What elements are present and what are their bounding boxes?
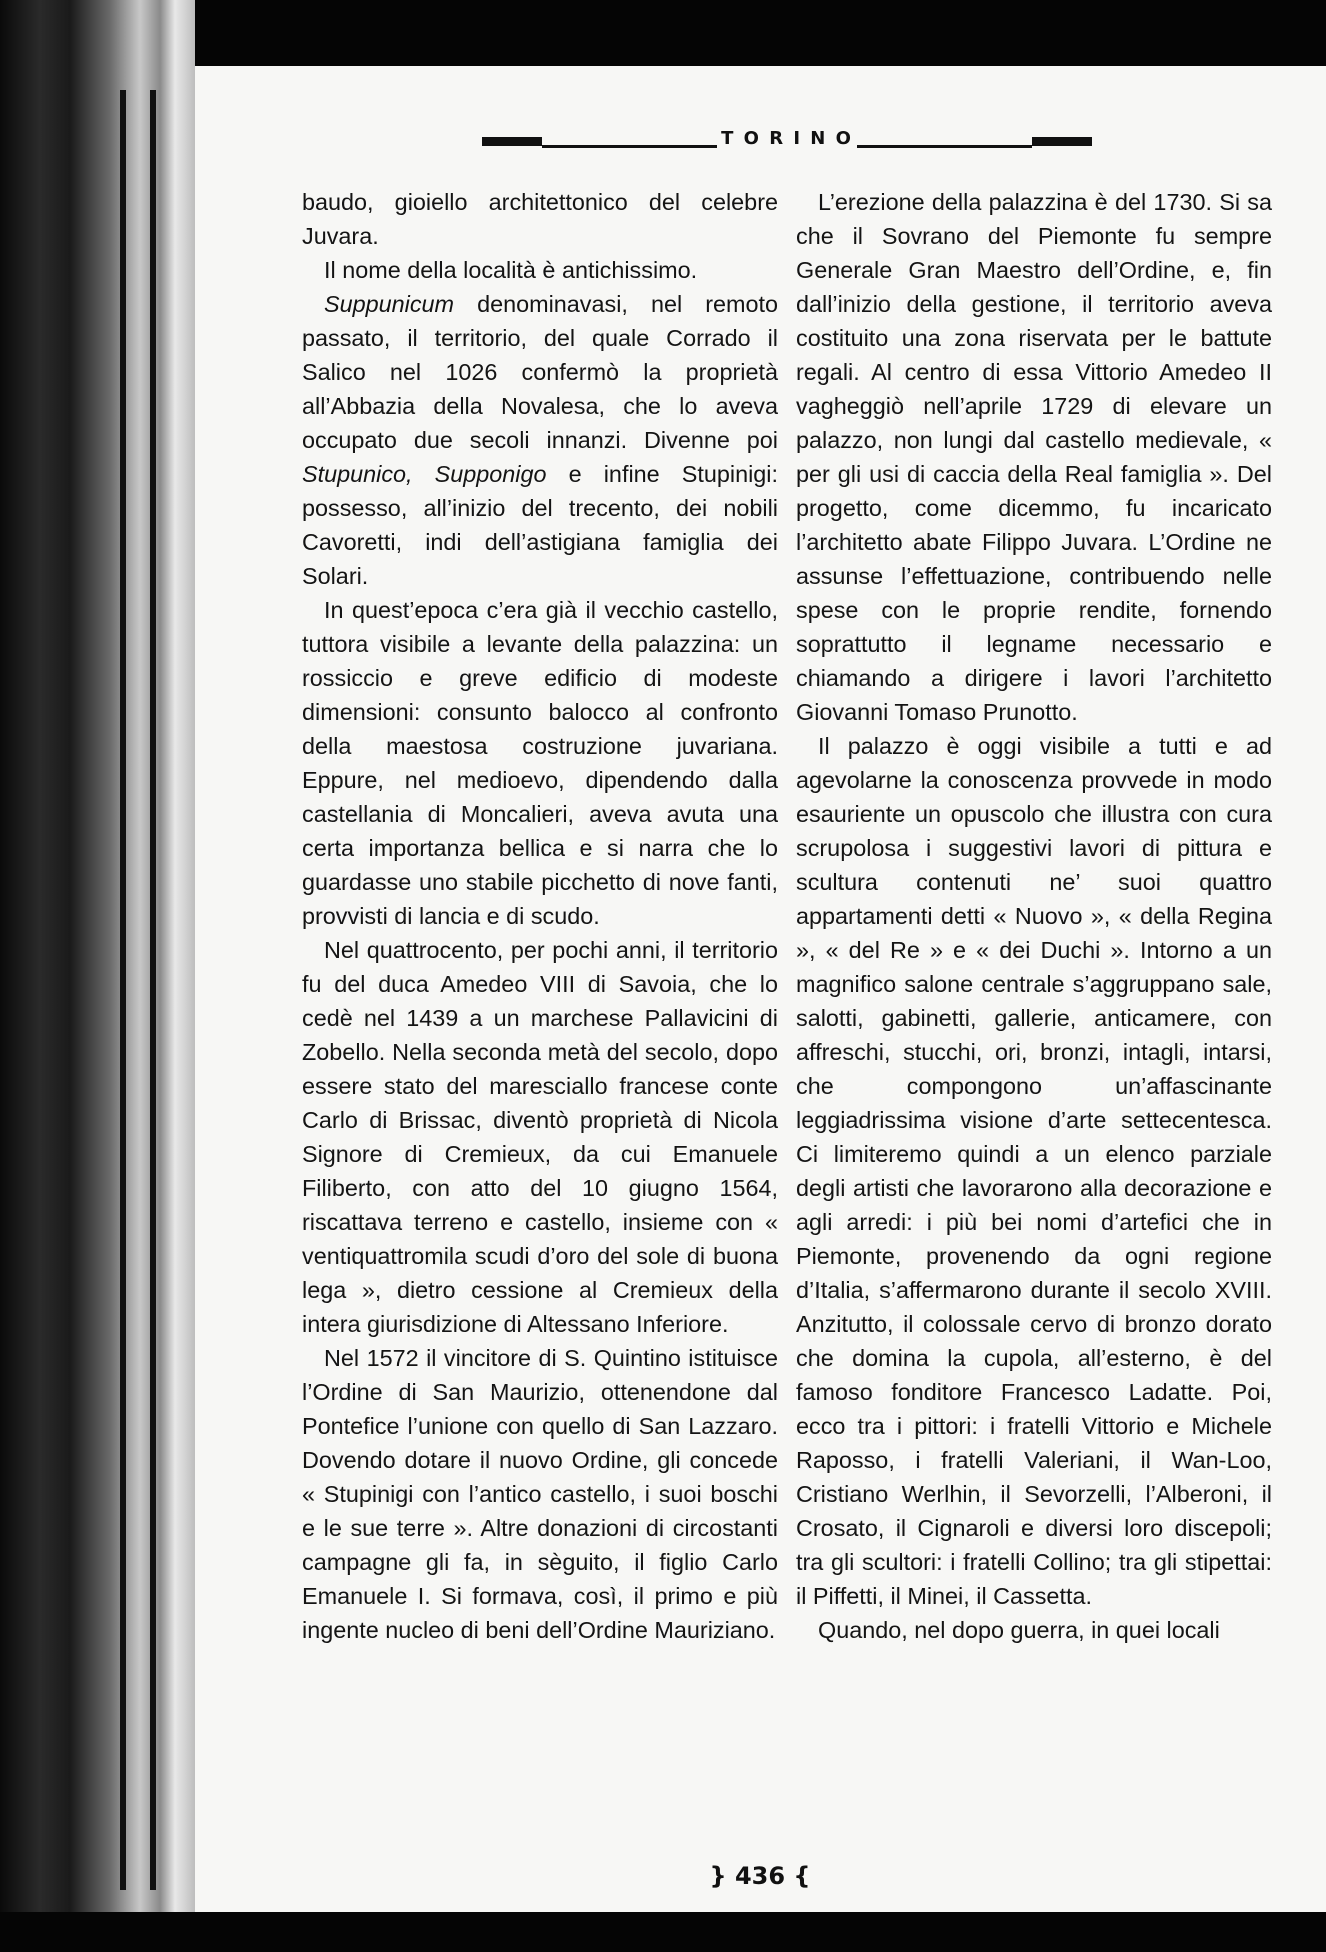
paragraph <box>302 185 778 253</box>
paragraph <box>796 729 1272 1613</box>
running-head <box>482 128 1092 154</box>
paragraph-text: Il nome della località è antichissimo. <box>324 257 698 283</box>
paragraph-text: In quest’epoca c’era già il vecchio castello, tuttora visibile a levante della palazzina: un rossiccio e greve edificio di modeste dimensioni: consunto balocco al confronto della maestosa costruzione juvariana. Eppure, nel medioevo, dipendendo dalla castellania di Moncalieri, aveva avuta una certa importanza bellica e si narra che lo guardasse uno stabile picchetto di nove fanti, provvisti di lancia e di scudo. <box>302 597 778 929</box>
paragraph <box>302 253 778 287</box>
paragraph-text: L’erezione della palazzina è del 1730. Si sa che il Sovrano del Piemonte fu sempre Generale Gran Maestro dell’Ordine, e, fin dall’inizio della gestione, il territorio aveva costituito una zona riservata per le battute regali. Al centro di essa Vittorio Amedeo II vagheggiò nell’aprile 1729 di elevare un palazzo, non lungi dal castello medievale, « per gli usi di caccia della Real famiglia ». Del progetto, come dicemmo, fu incaricato l’architetto abate Filippo Juvara. L’Ordine ne assunse l’effettuazione, contribuendo nelle spese con le proprie rendite, fornendo soprattutto il legname necessario e chiamando a dirigere i lavori l’architetto Giovanni Tomaso Prunotto. <box>796 189 1272 725</box>
paragraph-text: Il palazzo è oggi visibile a tutti e ad agevolarne la conoscenza provvede in modo esauriente un opuscolo che illustra con cura scrupolosa i suggestivi lavori di pittura e scultura contenuti ne’ suoi quattro appartamenti detti « Nuovo », « della Regina », « del Re » e « dei Duchi ». Intorno a un magnifico salone centrale s’aggruppano sale, salotti, gabinetti, gallerie, anticamere, con affreschi, stucchi, ori, bronzi, intagli, intarsi, che compongono un’affascinante leggiadrissima visione d’arte settecentesca. Ci limiteremo quindi a un elenco parziale degli artisti che lavorarono alla decorazione e agli arredi: i più bei nomi d’artefici che in Piemonte, provenendo da ogni regione d’Italia, s’affermarono durante il secolo XVIII. Anzitutto, il colossale cervo di bronzo dorato che domina la cupola, all’esterno, è del famoso fonditore Francesco Ladatte. Poi, ecco tra i pittori: i fratelli Vittorio e Michele Raposso, i fratelli Valeriani, il Wan-Loo, Cristiano Werlhin, il Sevorzelli, l’Alberoni, il Crosato, il Cignaroli e diversi loro discepoli; tra gli scultori: i fratelli Collino; tra gli stipettai: il Piffetti, il Minei, il Cassetta. <box>796 733 1272 1609</box>
paragraph <box>796 185 1272 729</box>
text-column-left <box>302 185 778 1647</box>
paragraph-text: denominavasi, nel remoto passato, il territorio, del quale Corrado il Salico nel 1026 confermò la proprietà all’Abbazia della Novalesa, che lo aveva occupato due secoli innanzi. Divenne poi <box>302 291 778 453</box>
paragraph <box>302 287 778 593</box>
paragraph <box>302 933 778 1341</box>
paragraph-text: baudo, gioiello architettonico del celebre Juvara. <box>302 189 778 249</box>
paragraph-text: Nel quattrocento, per pochi anni, il territorio fu del duca Amedeo VIII di Savoia, che lo cedè nel 1439 a un marchese Pallavicini di Zobello. Nella seconda metà del secolo, dopo essere stato del maresciallo francese conte Carlo di Brissac, diventò proprietà di Nicola Signore di Cremieux, da cui Emanuele Filiberto, con atto del 10 giugno 1564, riscattava terreno e castello, insieme con « ventiquattromila scudi d’oro del sole di buona lega », dietro cessione al Cremieux della intera giurisdizione di Altessano Inferiore. <box>302 937 778 1337</box>
page-edge <box>120 90 126 1890</box>
paragraph <box>796 1613 1272 1647</box>
scan-border-left <box>0 0 195 1952</box>
page-edge <box>150 90 156 1890</box>
paragraph-text: Nel 1572 il vincitore di S. Quintino istituisce l’Ordine di San Maurizio, ottenendone dal Pontefice l’unione con quello di San Lazzaro. Dovendo dotare il nuovo Ordine, gli concede « Stupinigi con l’antico castello, i suoi boschi e le sue terre ». Altre donazioni di circostanti campagne gli fa, in sèguito, il figlio Carlo Emanuele I. Si formava, così, il primo e più ingente nucleo di beni dell’Ordine Mauriziano. <box>302 1345 778 1643</box>
running-head-ornament <box>1032 137 1092 146</box>
page-number-ornament: } <box>709 1862 727 1890</box>
paragraph <box>302 1341 778 1647</box>
scan-border-bottom <box>0 1912 1326 1952</box>
italic-term: Stupunico, Supponigo <box>302 461 547 487</box>
scan-border-top <box>0 0 1326 66</box>
page-number: } 436 { <box>709 1862 811 1890</box>
italic-term: Suppunicum <box>324 291 455 317</box>
paragraph-text: Quando, nel dopo guerra, in quei locali <box>818 1617 1220 1643</box>
running-head-title: T O R I N O <box>552 128 1022 149</box>
paragraph-text: e infine Stupinigi: possesso, all’inizio del trecento, dei nobili Cavoretti, indi dell’astigiana famiglia dei Solari. <box>302 461 778 589</box>
page-number-ornament: { <box>793 1862 811 1890</box>
paragraph <box>302 593 778 933</box>
running-head-ornament <box>482 137 542 146</box>
text-column-right <box>796 185 1272 1647</box>
